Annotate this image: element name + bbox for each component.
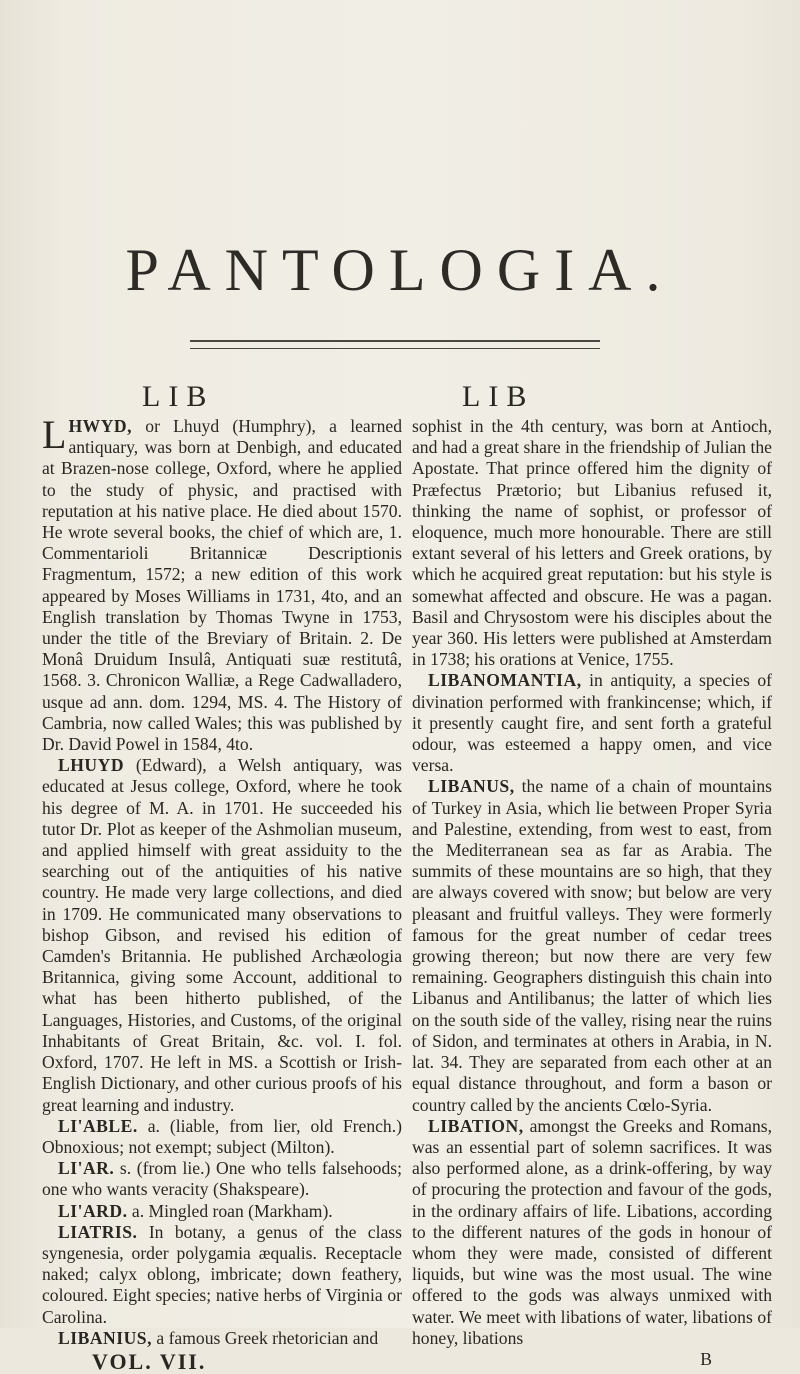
entry-text: in antiquity, a species of divination performed with frankincense; which, if it presently caught fire, and sent forth a grateful odour, was esteemed a happy omen, and vice versa. <box>412 670 772 776</box>
entry-liar <box>42 1158 402 1200</box>
entry-headword: LIATRIS. <box>58 1221 138 1242</box>
entry-lhwyd <box>42 412 402 755</box>
catchword: B <box>700 1348 712 1369</box>
entry-headword: LIBANUS, <box>428 776 515 797</box>
entry-text: a famous Greek rhetorician and <box>151 1327 379 1348</box>
entry-continuation: sophist in the 4th century, was born at Antioch, and had a great share in the friendship of Julian the Apostate. That prince offered him the dignity of Præfectus Prætorio; but Libanius refused it, thinking the name of sophist, or professor of eloquence, much more honourable. There are still extant several of his letters and Greek orations, by which he acquired great reputation: but his style is somewhat affected and obscure. He was a pagan. Basil and Chrysostom were his disciples about the year 360. His letters were published at Amsterdam in 1738; his orations at Venice, 1755. <box>412 416 772 670</box>
title-rule <box>190 340 600 349</box>
entry-liard <box>42 1201 402 1222</box>
entry-liatris <box>42 1222 402 1328</box>
entry-text: the name of a chain of mountains of Turkey in Asia, which lie between Proper Syria and Palestine, extending, from west to east, from the Mediterranean sea as far as Arabia. The summits of these mountains are so high, that they are always covered with snow; but below are very pleasant and fruitful valleys. They were formerly famous for the great number of cedar trees growing thereon; but now there are very few remaining. Geographers distinguish this chain into Libanus and Antilibanus; the latter of which lies on the south side of the valley, rising near the ruins of Sidon, and terminates at others in Arabia, in N. lat. 34. They are separated from each other at an equal distance throughout, and form a bason or country called by the ancients Cœlo-Syria. <box>412 776 772 1115</box>
entry-libanius <box>42 1328 402 1349</box>
entry-text: s. (from lie.) One who tells falsehoods; one who wants veracity (Shakspeare). <box>42 1158 402 1200</box>
volume-signature: VOL. VII. <box>92 1348 207 1374</box>
entry-libation <box>412 1116 772 1349</box>
entry-liable <box>42 1116 402 1158</box>
entry-libanus <box>412 776 772 1115</box>
entry-headword: LI'ABLE. <box>58 1115 138 1136</box>
entry-headword: LI'ARD. <box>58 1200 128 1221</box>
right-column <box>412 382 772 1370</box>
entry-headword: LIBANOMANTIA, <box>428 670 582 691</box>
entry-headword: LIBANIUS, <box>58 1327 152 1348</box>
dropcap: L <box>42 412 67 457</box>
running-title: PANTOLOGIA. <box>125 237 675 303</box>
left-column <box>42 382 402 1372</box>
entry-text: (Edward), a Welsh antiquary, was educated at Jesus college, Oxford, where he took his degree of M. A. in 1701. He succeeded his tutor Dr. Plot as keeper of the Ashmolian museum, and applied himself with great assiduity to the searching out of the antiquities of his native country. He made very large collections, and died in 1709. He communicated many observations to bishop Gibson, and revised his edition of Camden's Britannia. He published Archæologia Britannica, giving some Account, additional to what has been hitherto published, of the Languages, Histories, and Customs, of the original Inhabitants of Great Britain, &c. vol. I. fol. Oxford, 1707. He left in MS. a Scottish or Irish-English Dictionary, and other curious proofs of his great learning and industry. <box>42 755 402 1115</box>
entry-lhuyd <box>42 755 402 1115</box>
entry-text: a. (liable, from lier, old French.) Obnoxious; not exempt; subject (Milton). <box>42 1115 402 1157</box>
entry-libanomantia <box>412 670 772 776</box>
entry-text: a. Mingled roan (Markham). <box>127 1200 333 1221</box>
entry-headword: LIBATION, <box>428 1115 524 1136</box>
entry-text: amongst the Greeks and Romans, was an essential part of solemn sacrifices. It was also performed alone, as a drink-offering, by way of procuring the protection and favour of the gods, in the ordinary affairs of life. Libations, according to the different natures of the gods in honour of whom they were made, consisted of different liquids, but wine was the most usual. The wine offered to the gods was always unmixed with water. We meet with libations of water, libations of honey, libations <box>412 1115 772 1348</box>
entry-headword: LI'AR. <box>58 1158 115 1179</box>
entry-text: or Lhuyd (Humphry), a learned antiquary, was born at Denbigh, and educated at Brazen-nose college, Oxford, where he applied to the study of physic, and practised with reputation at his native place. He died about 1570. He wrote several books, the chief of which are, 1. Commentarioli Britannicæ Descriptionis Fragmentum, 1572; a new edition of this work appeared by Moses Williams in 1731, 4to, and an English translation by Thomas Twyne in 1753, under the title of the Breviary of Britain. 2. De Monâ Druidum Insulâ, Antiquati suæ restitutâ, 1568. 3. Chronicon Walliæ, a Rege Cadwalladero, usque ad ann. dom. 1294, MS. 4. The History of Cambria, now called Wales; this was published by Dr. David Powel in 1584, 4to. <box>42 416 402 755</box>
left-column-head: LIB <box>142 380 215 413</box>
entry-headword: LHUYD <box>58 755 125 776</box>
entry-headword: HWYD, <box>68 416 133 436</box>
right-column-head: LIB <box>462 380 535 413</box>
entry-text: In botany, a genus of the class syngenesia, order polygamia æqualis. Receptacle naked; calyx oblong, imbricate; down feathery, coloured. Eight species; native herbs of Virginia or Carolina. <box>42 1221 402 1327</box>
